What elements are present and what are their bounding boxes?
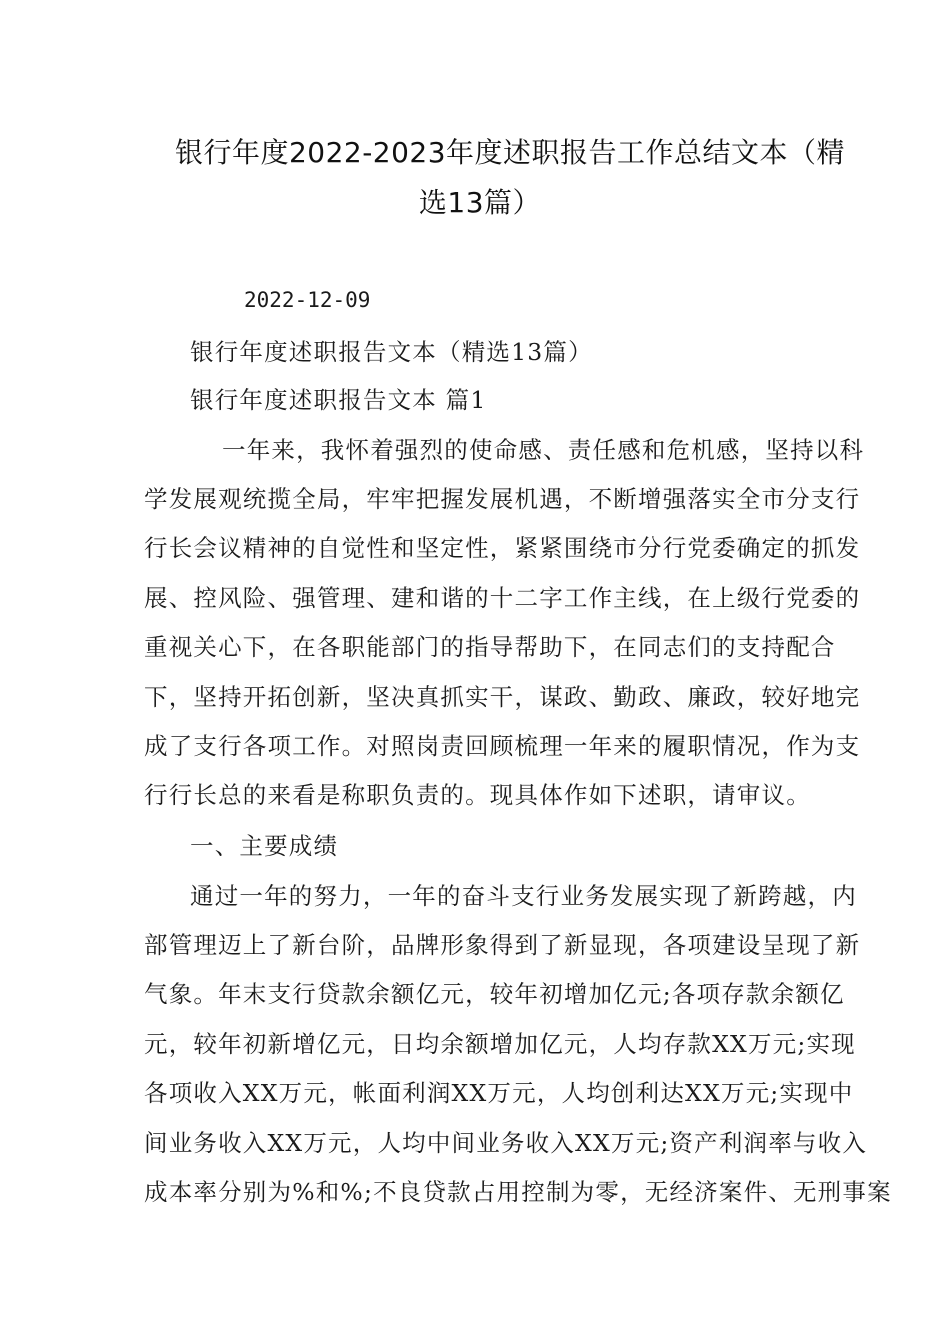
document-title-line1: 银行年度2022-2023年度述职报告工作总结文本（精 — [174, 136, 846, 169]
paragraph-line: 间业务收入XX万元，人均中间业务收入XX万元;资产利润率与收入 — [144, 1129, 868, 1157]
section-heading: 银行年度述职报告文本 篇1 — [190, 386, 487, 414]
paragraph-line: 成了支行各项工作。对照岗责回顾梳理一年来的履职情况，作为支 — [144, 732, 861, 760]
paragraph-line: 气象。年末支行贷款余额亿元，较年初增加亿元;各项存款余额亿 — [144, 980, 845, 1008]
paragraph-line: 学发展观统揽全局，牢牢把握发展机遇，不断增强落实全市分支行 — [144, 485, 861, 513]
paragraph-line: 重视关心下，在各职能部门的指导帮助下，在同志们的支持配合 — [144, 633, 836, 661]
document-date: 2022-12-09 — [244, 288, 371, 312]
paragraph-line: 行行长总的来看是称职负责的。现具体作如下述职，请审议。 — [144, 781, 811, 809]
paragraph-line: 元，较年初新增亿元，日均余额增加亿元，人均存款XX万元;实现 — [144, 1030, 856, 1058]
document-title-line2: 选13篇） — [418, 186, 542, 219]
paragraph-line: 行长会议精神的自觉性和坚定性，紧紧围绕市分行党委确定的抓发 — [144, 534, 861, 562]
paragraph-line: 一年来，我怀着强烈的使命感、责任感和危机感，坚持以科 — [222, 436, 865, 464]
document-subtitle: 银行年度述职报告文本（精选13篇） — [190, 338, 593, 366]
paragraph-line: 部管理迈上了新台阶，品牌形象得到了新显现，各项建设呈现了新 — [144, 931, 861, 959]
paragraph-line: 通过一年的努力，一年的奋斗支行业务发展实现了新跨越，内 — [190, 882, 857, 910]
heading-main-achievements: 一、主要成绩 — [190, 832, 339, 860]
paragraph-line: 各项收入XX万元，帐面利润XX万元，人均创利达XX万元;实现中 — [144, 1079, 854, 1107]
paragraph-line: 展、控风险、强管理、建和谐的十二字工作主线，在上级行党委的 — [144, 584, 861, 612]
paragraph-line: 下，坚持开拓创新，坚决真抓实干，谋政、勤政、廉政，较好地完 — [144, 683, 861, 711]
paragraph-line: 成本率分别为%和%;不良贷款占用控制为零，无经济案件、无刑事案 — [144, 1178, 892, 1206]
